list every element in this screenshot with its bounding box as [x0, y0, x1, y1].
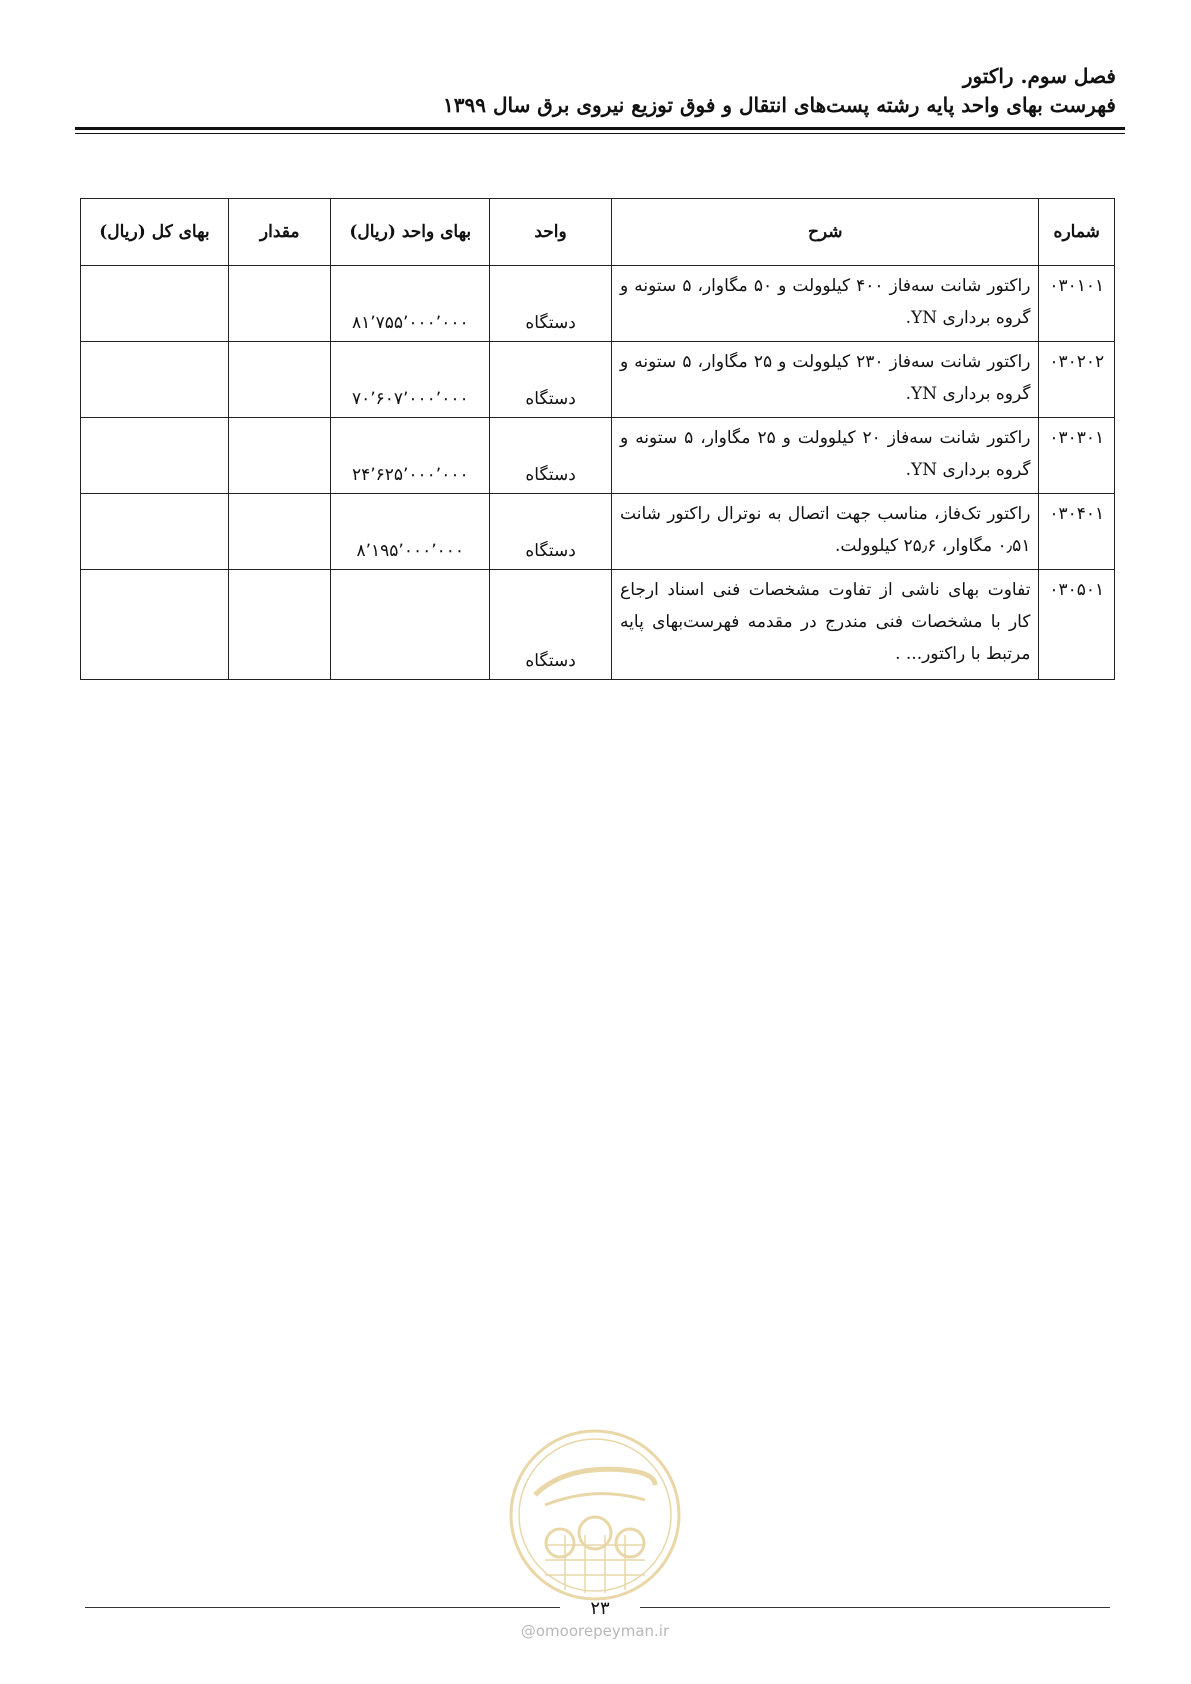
price-list-table	[80, 198, 1115, 680]
row-description: راکتور تک‌فاز، مناسب جهت اتصال به نوترال راکتور شانت ۰٫۵۱ مگاوار، ۲۵٫۶ کیلوولت.	[612, 494, 1039, 570]
row-description: تفاوت بهای ناشی از تفاوت مشخصات فنی اسناد ارجاع کار با مشخصات فنی مندرج در مقدمه فهرست‌بهای پایه مرتبط با راکتور... .	[612, 570, 1039, 680]
row-total-price	[81, 266, 229, 342]
header-code: شماره	[1039, 199, 1115, 266]
row-unit: دستگاه	[490, 494, 612, 570]
row-total-price	[81, 342, 229, 418]
table-header-row	[81, 199, 1115, 266]
row-unit-price: ۸٬۱۹۵٬۰۰۰٬۰۰۰	[331, 494, 490, 570]
row-unit: دستگاه	[490, 266, 612, 342]
row-description: راکتور شانت سه‌فاز ۲۳۰ کیلوولت و ۲۵ مگاوار، ۵ ستونه و گروه برداری YN.	[612, 342, 1039, 418]
page-header	[66, 62, 1116, 120]
row-code: ۰۳۰۴۰۱	[1039, 494, 1115, 570]
table-row	[81, 266, 1115, 342]
book-title: فهرست بهای واحد پایه رشته پست‌های انتقال و فوق توزیع نیروی برق سال ۱۳۹۹	[443, 93, 1116, 117]
row-code: ۰۳۰۵۰۱	[1039, 570, 1115, 680]
row-quantity	[228, 570, 331, 680]
row-code: ۰۳۰۲۰۲	[1039, 342, 1115, 418]
table-row	[81, 418, 1115, 494]
row-quantity	[228, 342, 331, 418]
row-unit-price: ۷۰٬۶۰۷٬۰۰۰٬۰۰۰	[331, 342, 490, 418]
table-row	[81, 494, 1115, 570]
header-quantity: مقدار	[228, 199, 331, 266]
header-unit-price: بهای واحد (ریال)	[331, 199, 490, 266]
row-description: راکتور شانت سه‌فاز ۴۰۰ کیلوولت و ۵۰ مگاوار، ۵ ستونه و گروه برداری YN.	[612, 266, 1039, 342]
row-code: ۰۳۰۳۰۱	[1039, 418, 1115, 494]
row-total-price	[81, 494, 229, 570]
table-row	[81, 570, 1115, 680]
header-total-price: بهای کل (ریال)	[81, 199, 229, 266]
row-unit: دستگاه	[490, 570, 612, 680]
header-divider-thin	[75, 133, 1125, 134]
row-code: ۰۳۰۱۰۱	[1039, 266, 1115, 342]
table-row	[81, 342, 1115, 418]
row-unit-price	[331, 570, 490, 680]
row-total-price	[81, 418, 229, 494]
footer-site-link[interactable]: @omoorepeyman.ir	[520, 1622, 670, 1640]
row-total-price	[81, 570, 229, 680]
row-quantity	[228, 494, 331, 570]
page-number: ۲۳	[590, 1598, 610, 1619]
row-quantity	[228, 418, 331, 494]
row-quantity	[228, 266, 331, 342]
header-unit: واحد	[490, 199, 612, 266]
row-unit: دستگاه	[490, 342, 612, 418]
footer-divider-right	[640, 1607, 1110, 1608]
row-description: راکتور شانت سه‌فاز ۲۰ کیلوولت و ۲۵ مگاوار، ۵ ستونه و گروه برداری YN.	[612, 418, 1039, 494]
footer-divider-left	[85, 1607, 560, 1608]
header-description: شرح	[612, 199, 1039, 266]
row-unit-price: ۸۱٬۷۵۵٬۰۰۰٬۰۰۰	[331, 266, 490, 342]
chapter-title: فصل سوم. راکتور	[962, 64, 1116, 88]
row-unit: دستگاه	[490, 418, 612, 494]
omoorepeyman-seal-icon	[505, 1425, 685, 1605]
header-divider	[75, 127, 1125, 130]
row-unit-price: ۲۴٬۶۲۵٬۰۰۰٬۰۰۰	[331, 418, 490, 494]
